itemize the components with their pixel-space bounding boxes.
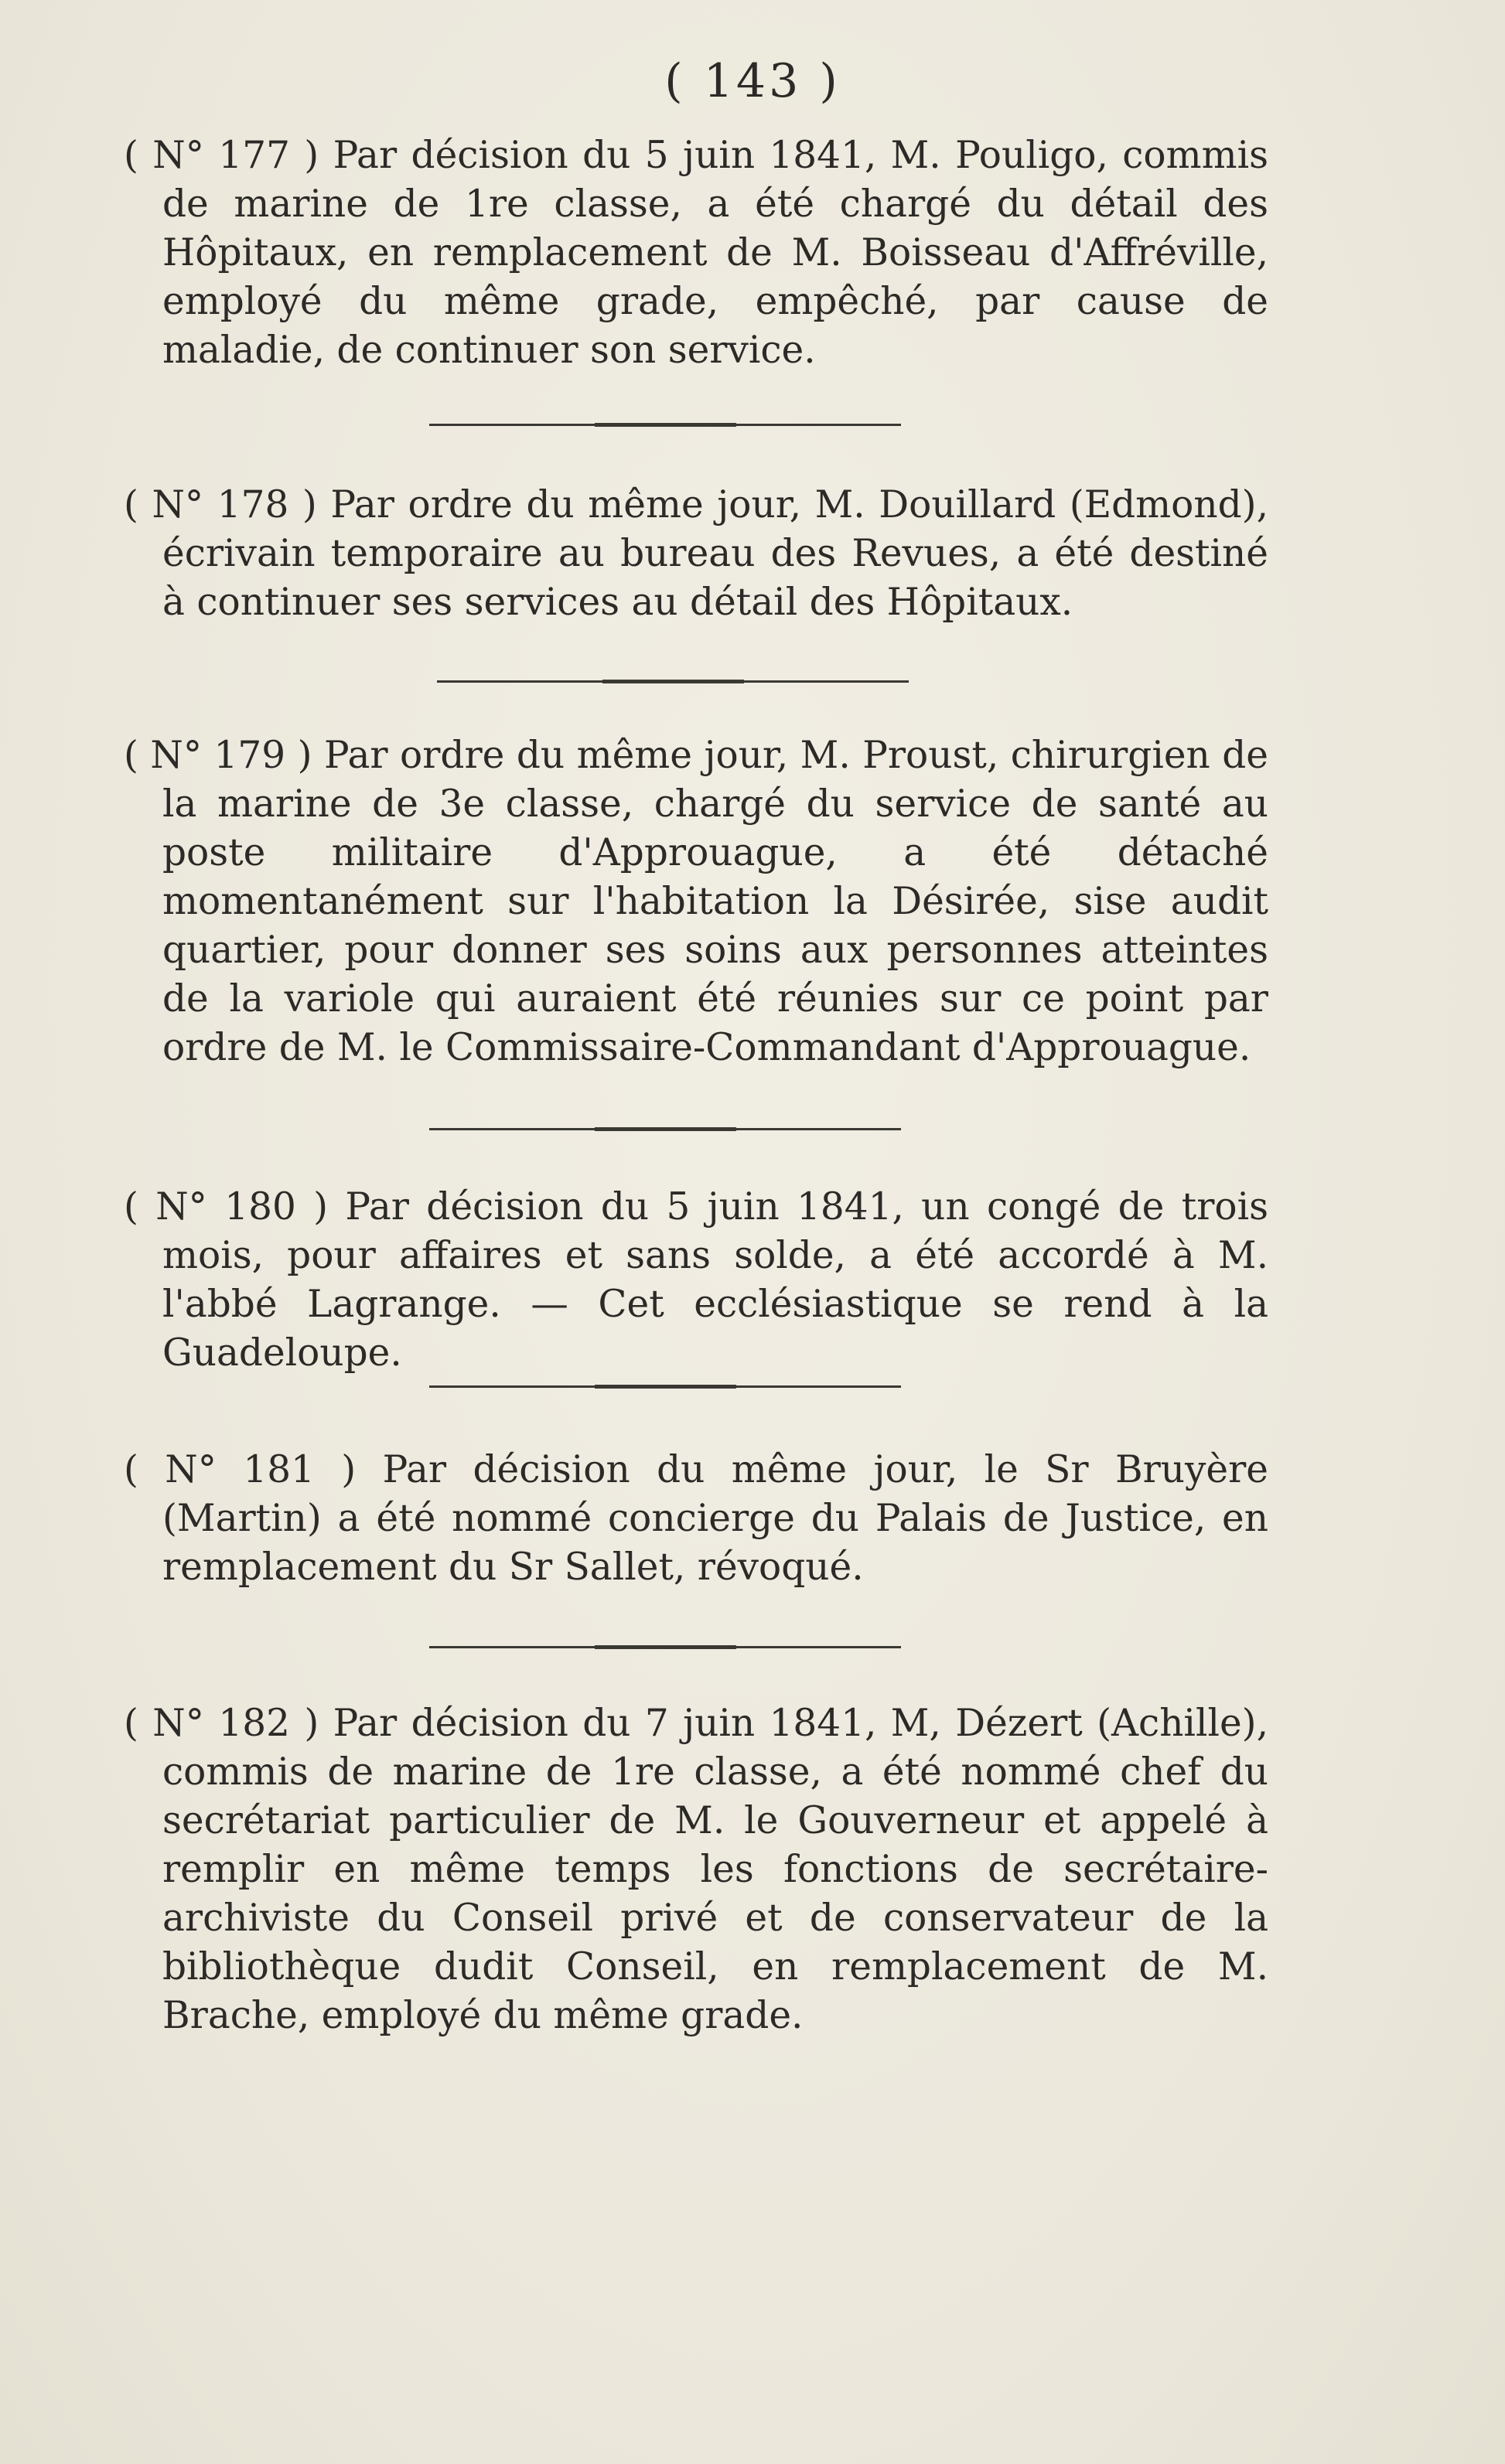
- entry-text: Par décision du 5 juin 1841, M. Pouligo, commis de marine de 1re classe, a été chargé du détail des Hôpitaux, en remplacement de M. Boisseau d'Affréville, employé du même grade, empêché, par cause de maladie, de continuer son service.: [162, 134, 1268, 372]
- entry-number: ( N° 178 ): [124, 483, 317, 527]
- entry-text: Par ordre du même jour, M. Douillard (Edmond), écrivain temporaire au bureau des Revues, a été destiné à continuer ses services au détail des Hôpitaux.: [162, 483, 1268, 624]
- entry-182: [124, 1699, 1268, 2040]
- entry-181: [124, 1446, 1268, 1592]
- entry-text: Par ordre du même jour, M. Proust, chirurgien de la marine de 3e classe, chargé du service de santé au poste militaire d'Approuague, a été détaché momentanément sur l'habitation la Désirée, sise audit quartier, pour donner ses soins aux personnes atteintes de la variole qui auraient été réunies sur ce point par ordre de M. le Commissaire-Commandant d'Approuague.: [162, 734, 1268, 1069]
- entry-number: ( N° 182 ): [124, 1702, 319, 1745]
- separator-rule: [429, 424, 901, 426]
- entry-178: [124, 481, 1268, 627]
- page-number: ( 143 ): [664, 54, 841, 108]
- separator-rule: [437, 680, 909, 683]
- entry-text: Par décision du 7 juin 1841, M, Dézert (Achille), commis de marine de 1re classe, a été nommé chef du secrétariat particulier de M. le Gouverneur et appelé à remplir en même temps les fonctions de secrétaire-archiviste du Conseil privé et de conservateur de la bibliothèque dudit Conseil, en remplacement de M. Brache, employé du même grade.: [162, 1702, 1269, 2037]
- separator-rule: [429, 1128, 901, 1130]
- entry-180: [124, 1183, 1268, 1378]
- entry-number: ( N° 180 ): [124, 1185, 329, 1229]
- entry-number: ( N° 179 ): [124, 734, 312, 777]
- separator-rule: [429, 1385, 901, 1388]
- entry-number: ( N° 181 ): [124, 1448, 357, 1491]
- entry-text: Par décision du même jour, le Sr Bruyère (Martin) a été nommé concierge du Palais de Justice, en remplacement du Sr Sallet, révoqué.: [162, 1448, 1268, 1589]
- entry-179: [124, 731, 1268, 1072]
- entry-text: Par décision du 5 juin 1841, un congé de trois mois, pour affaires et sans solde, a été accordé à M. l'abbé Lagrange. — Cet ecclésiastique se rend à la Guadeloupe.: [162, 1185, 1268, 1375]
- entry-177: [124, 131, 1268, 375]
- entry-number: ( N° 177 ): [124, 134, 319, 177]
- separator-rule: [429, 1646, 901, 1648]
